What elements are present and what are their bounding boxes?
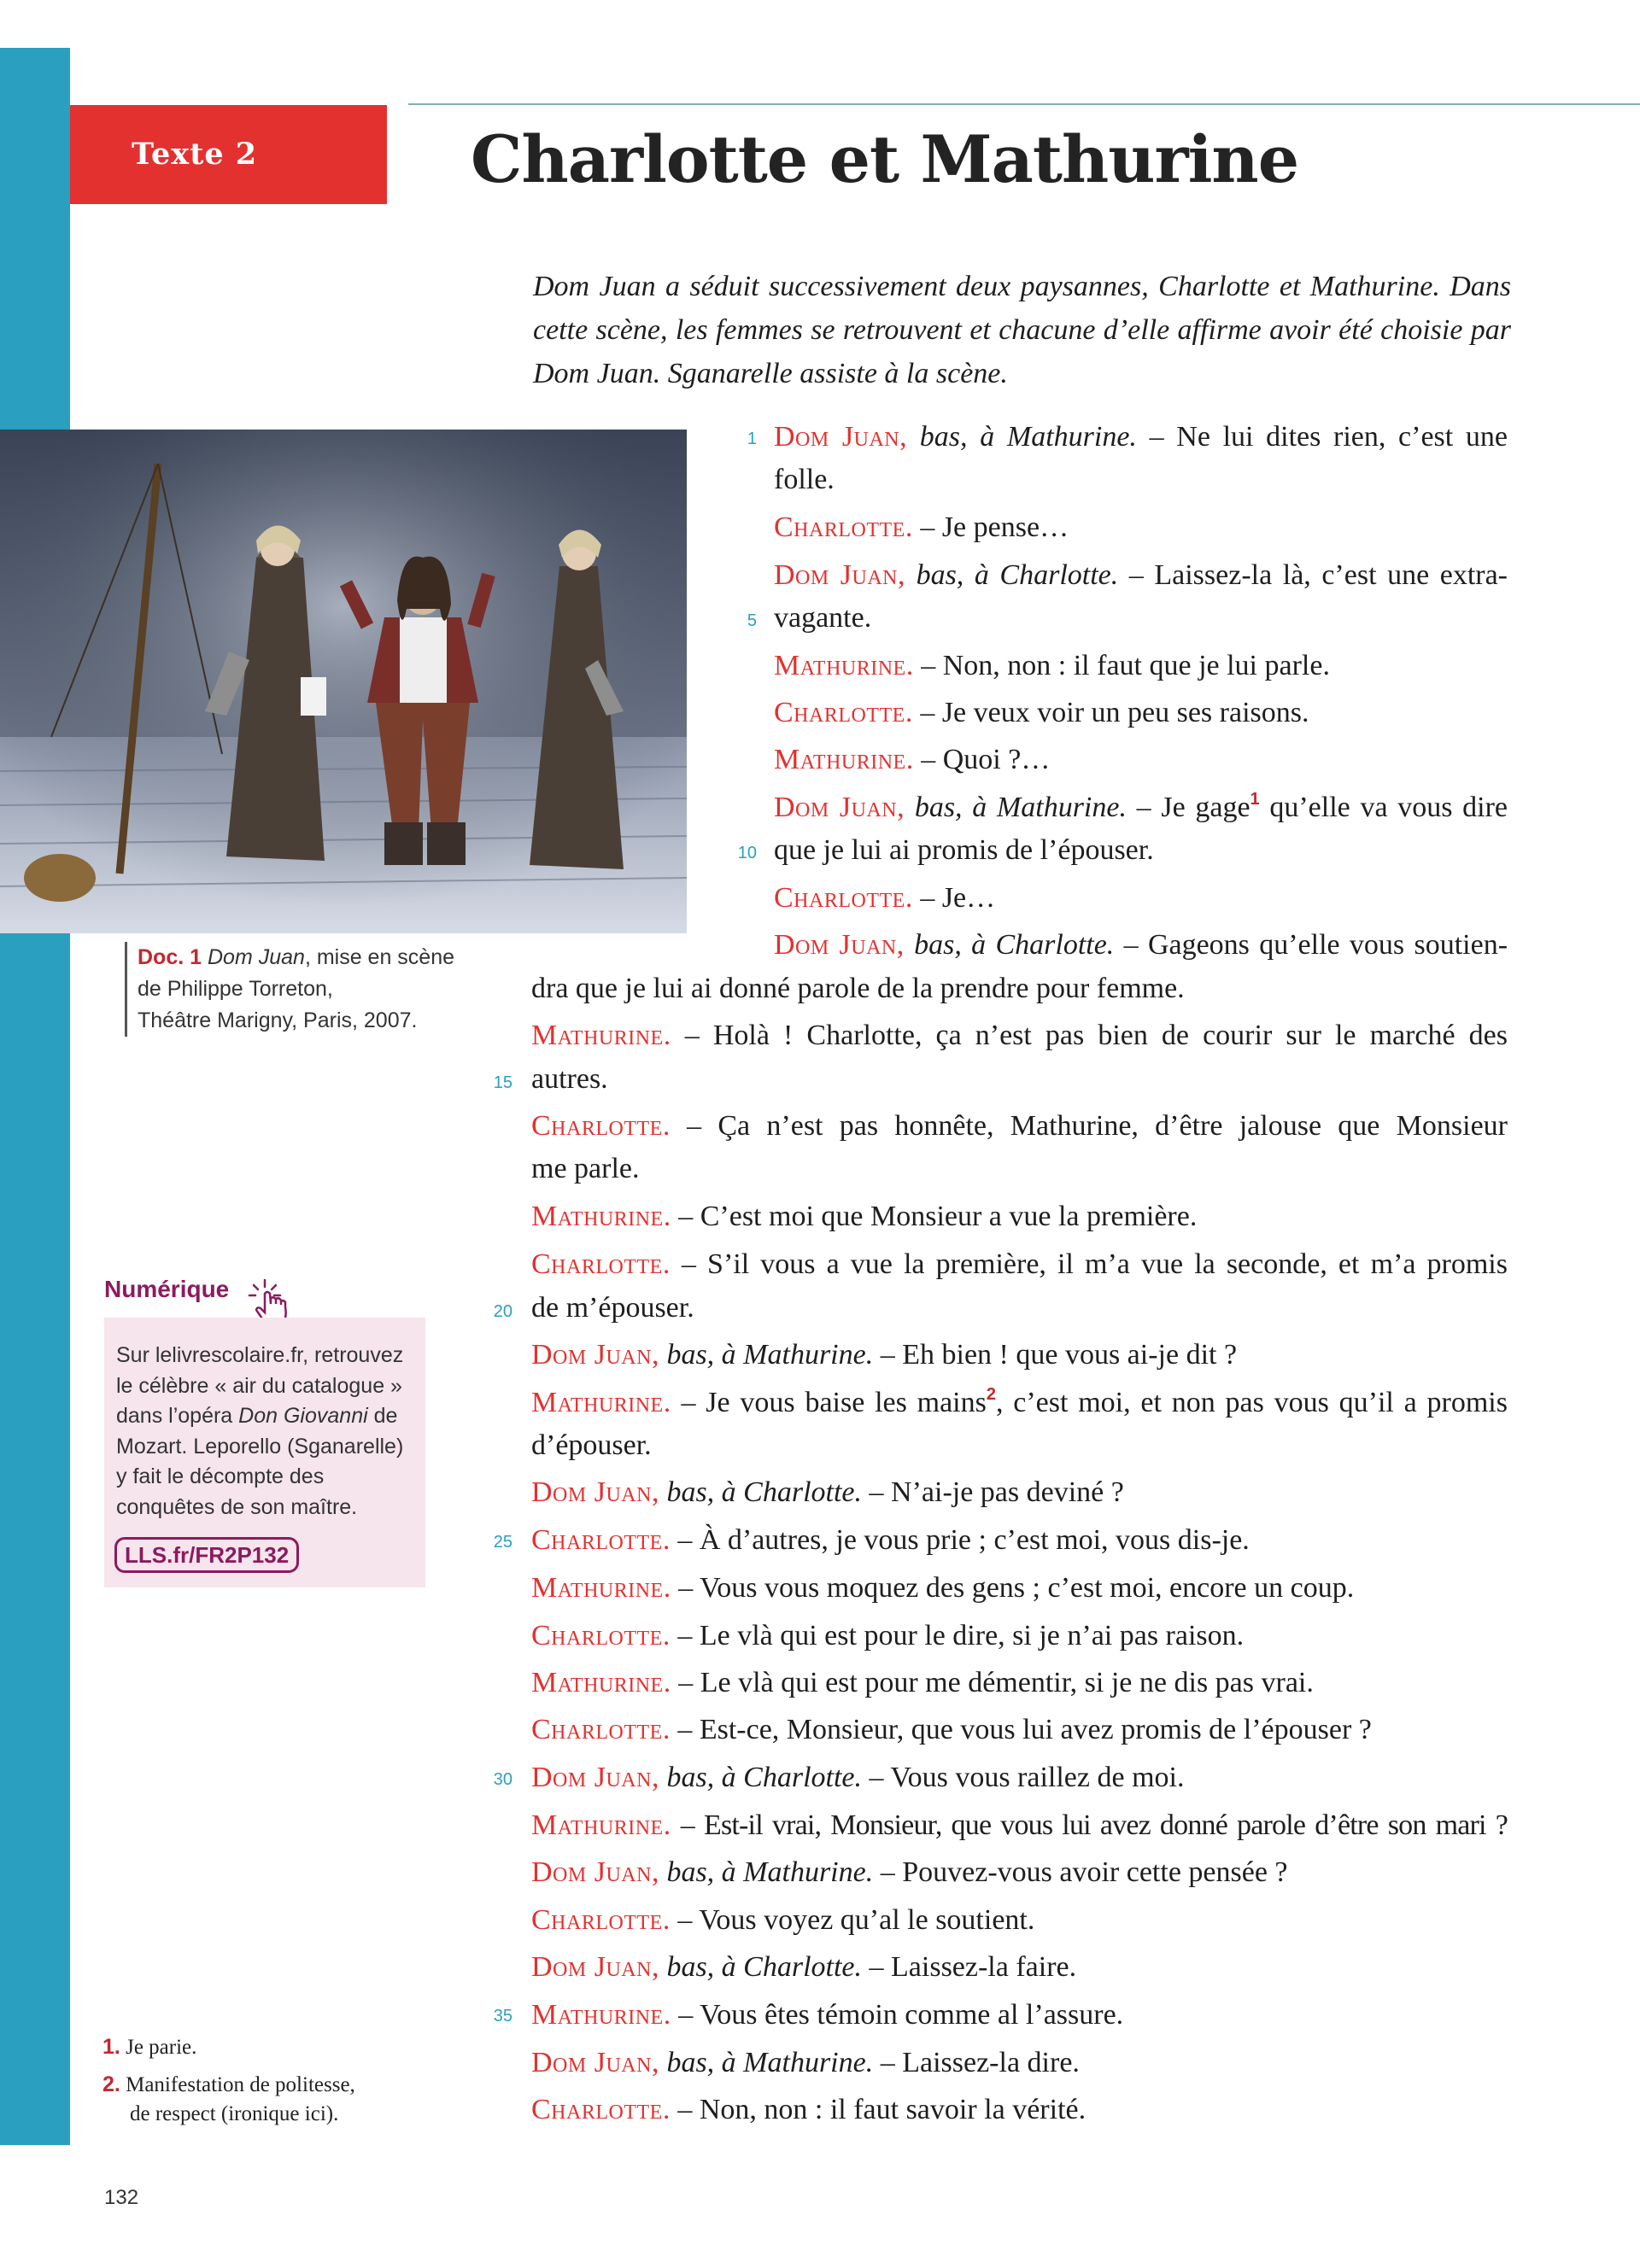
stage-direction: bas, à Mathurine. — [666, 2047, 874, 2078]
speaker-name: Mathurine. — [531, 1572, 671, 1604]
dialogue-line — [531, 1338, 1508, 1372]
speaker-name: Dom Juan, — [774, 559, 906, 591]
dialogue-line — [774, 601, 1508, 635]
line-text: – Laissez-la dire. — [873, 2047, 1080, 2078]
dialogue-line — [531, 1761, 1508, 1795]
line-number: 5 — [747, 611, 757, 630]
line-text: – Gageons qu’elle vous soutien- — [1114, 929, 1508, 961]
footnote-text: Je parie. — [126, 2036, 197, 2059]
digital-text-line: Sur lelivrescolaire.fr, retrouvez — [116, 1343, 404, 1367]
dialogue-line — [774, 696, 1508, 730]
stage-direction: bas, à Mathurine. — [666, 1339, 874, 1371]
stage-photo — [0, 430, 687, 933]
speaker-name: Mathurine. — [774, 650, 914, 681]
opera-title: Don Giovanni — [238, 1404, 368, 1428]
speaker-name: Charlotte. — [531, 1248, 671, 1280]
dialogue-line — [531, 1856, 1508, 1890]
dialogue-line — [531, 2046, 1508, 2080]
text-label: Texte 2 — [132, 137, 258, 172]
digital-text-part: dans l’opéra — [116, 1404, 233, 1428]
speaker-name: Charlotte. — [531, 1714, 671, 1745]
line-text: – Vous êtes témoin comme al l’assure. — [671, 1999, 1124, 2031]
stage-direction: bas, à Charlotte. — [666, 1762, 863, 1793]
dialogue-line — [774, 743, 1508, 777]
speaker-name: Mathurine. — [531, 1809, 671, 1841]
line-text: folle. — [774, 464, 835, 495]
dialogue-line — [531, 1950, 1508, 1984]
line-number: 30 — [493, 1770, 512, 1789]
speaker-name: Mathurine. — [531, 1999, 671, 2031]
dialogue-line — [531, 1152, 1508, 1186]
line-text: d’épouser. — [531, 1429, 652, 1461]
speaker-name: Charlotte. — [531, 1110, 671, 1142]
footnote-ref[interactable]: 2 — [986, 1386, 996, 1404]
stage-direction: bas, à Charlotte. — [914, 929, 1115, 961]
dialogue-line — [531, 1062, 1508, 1096]
page-number: 132 — [104, 2186, 139, 2209]
line-number: 35 — [493, 2007, 512, 2025]
line-text: – Pouvez-vous avoir cette pensée ? — [873, 1856, 1288, 1888]
speaker-name: Mathurine. — [774, 744, 914, 775]
speaker-name: Dom Juan, — [774, 792, 905, 823]
footnote-number: 2. — [102, 2072, 120, 2096]
text-label-band — [70, 105, 387, 204]
line-text: – S’il vous a vue la première, il m’a vue la seconde, et m’a promis — [670, 1248, 1508, 1280]
line-text: vagante. — [774, 602, 872, 634]
line-text: – Je vous baise les mains — [671, 1387, 987, 1418]
dialogue-line — [774, 833, 1508, 868]
speaker-name: Dom Juan, — [531, 1951, 659, 1983]
photo-caption — [125, 942, 454, 1037]
digital-text-line: le célèbre « air du catalogue » — [116, 1373, 402, 1398]
digital-text-line: conquêtes de son maître. — [116, 1494, 358, 1519]
line-text: – Est-il vrai, Monsieur, que vous lui avez donné parole d’être son mari ? — [671, 1809, 1508, 1841]
intro-paragraph: Dom Juan a séduit successivement deux paysannes, Charlotte et Mathurine. Dans cette scène, les femmes se retrouvent et chacune d’elle affirme avoir été choisie par Dom Juan. Sganarelle assiste à la scène. — [533, 271, 1511, 389]
line-number: 15 — [493, 1073, 512, 1092]
dialogue-line — [531, 1713, 1508, 1747]
speaker-name: Dom Juan, — [774, 929, 905, 961]
speaker-name: Dom Juan, — [531, 1856, 659, 1888]
digital-heading: Numérique — [104, 1276, 230, 1302]
digital-text-line: Mozart. Leporello (Sganarelle) — [116, 1434, 404, 1458]
footnote-text: de respect (ironique ici). — [130, 2102, 339, 2125]
dialogue-line — [531, 1809, 1508, 1843]
line-text: – Vous voyez qu’al le soutient. — [670, 1904, 1035, 1936]
resource-link[interactable]: LLS.fr/FR2P132 — [114, 1537, 299, 1573]
dialogue-line — [531, 972, 1508, 1006]
side-color-bar — [0, 48, 70, 2145]
footnote-ref[interactable]: 1 — [1250, 791, 1260, 809]
line-text: – Je gage — [1126, 792, 1250, 823]
dialogue-line — [531, 1429, 1508, 1463]
speaker-name: Mathurine. — [531, 1201, 671, 1232]
line-text: – À d’autres, je vous prie ; c’est moi, vous dis-je. — [670, 1524, 1250, 1556]
theatre-scene-image — [0, 430, 687, 933]
stage-direction: bas, à Charlotte. — [666, 1476, 863, 1508]
dialogue-line — [531, 1200, 1508, 1234]
line-number: 10 — [737, 844, 757, 862]
speaker-name: Charlotte. — [531, 1620, 671, 1651]
speaker-name: Dom Juan, — [531, 1339, 659, 1371]
caption-line2: de Philippe Torreton, — [138, 977, 333, 1001]
page-title: Charlotte et Mathurine — [471, 121, 1299, 197]
line-text: – Holà ! Charlotte, ça n’est pas bien de courir sur le marché des — [671, 1020, 1508, 1051]
stage-direction: bas, à Charlotte. — [666, 1951, 863, 1983]
line-text: – Eh bien ! que vous ai-je dit ? — [873, 1339, 1238, 1371]
dialogue-line — [531, 1571, 1508, 1605]
line-text: – Laissez-la faire. — [862, 1951, 1077, 1983]
footnote-text: Manifestation de politesse, — [126, 2073, 355, 2096]
stage-direction: bas, à Mathurine. — [919, 421, 1137, 453]
dialogue-line — [531, 1109, 1508, 1143]
line-text: autres. — [531, 1063, 608, 1095]
caption-line3: Théâtre Marigny, Paris, 2007. — [138, 1008, 418, 1032]
dialogue-line — [774, 511, 1508, 545]
dialogue-line — [531, 1619, 1508, 1653]
stage-direction: bas, à Mathurine. — [666, 1856, 874, 1888]
line-text: – Est-ce, Monsieur, que vous lui avez promis de l’épouser ? — [670, 1714, 1372, 1745]
dialogue-line — [531, 1291, 1508, 1325]
line-number: 20 — [493, 1302, 512, 1321]
speaker-name: Dom Juan, — [531, 1476, 659, 1508]
line-text: – Non, non : il faut que je lui parle. — [913, 650, 1330, 681]
line-text: – Je pense… — [912, 511, 1069, 543]
speaker-name: Dom Juan, — [531, 2047, 659, 2078]
speaker-name: Mathurine. — [531, 1020, 671, 1051]
line-text: qu’elle va vous dire — [1259, 792, 1508, 823]
line-text: , c’est moi, et non pas vous qu’il a promis — [995, 1387, 1508, 1418]
footnote — [102, 2070, 410, 2129]
line-text: – Vous vous moquez des gens ; c’est moi, encore un coup. — [671, 1572, 1355, 1604]
line-text: – Je… — [912, 882, 996, 914]
dialogue-line — [531, 1523, 1508, 1558]
dialogue-line — [531, 1476, 1508, 1510]
line-text: me parle. — [531, 1153, 640, 1184]
speaker-name: Charlotte. — [774, 697, 913, 728]
line-text: que je lui ai promis de l’épouser. — [774, 834, 1154, 866]
line-text: – Non, non : il faut savoir la vérité. — [670, 2094, 1086, 2125]
dialogue-line — [774, 463, 1508, 497]
dialogue-line — [774, 420, 1508, 454]
dialogue-line — [774, 791, 1508, 825]
footnote — [102, 2032, 410, 2062]
line-number: 1 — [747, 430, 757, 448]
dialogue-line — [531, 2093, 1508, 2127]
line-text: – N’ai-je pas deviné ? — [862, 1476, 1124, 1508]
speaker-name: Charlotte. — [531, 2094, 671, 2125]
digital-text-line: y fait le décompte des — [116, 1464, 325, 1488]
caption-doc-label: Doc. 1 — [138, 945, 202, 969]
caption-work-title: Dom Juan — [207, 945, 305, 969]
line-text: – C’est moi que Monsieur a vue la première. — [671, 1201, 1198, 1232]
line-number: 25 — [493, 1533, 512, 1552]
line-text: – Je veux voir un peu ses raisons. — [912, 697, 1309, 728]
line-text: – Vous vous raillez de moi. — [862, 1762, 1185, 1793]
line-text: – Ne lui dites rien, c’est une — [1136, 421, 1508, 453]
header-rule — [408, 103, 1640, 105]
speaker-name: Dom Juan, — [531, 1762, 659, 1793]
dialogue-line — [531, 1386, 1508, 1420]
caption-text: , mise en scène — [304, 945, 455, 969]
dialogue-line — [774, 881, 1508, 915]
line-text: de m’épouser. — [531, 1292, 694, 1324]
speaker-name: Dom Juan, — [774, 421, 908, 453]
line-text: dra que je lui ai donné parole de la prendre pour femme. — [531, 973, 1185, 1004]
dialogue-line — [531, 1666, 1508, 1700]
speaker-name: Charlotte. — [531, 1524, 671, 1556]
line-text: – Le vlà qui est pour le dire, si je n’ai pas raison. — [670, 1620, 1245, 1651]
dialogue-line — [774, 928, 1508, 962]
dialogue-line — [531, 1903, 1508, 1938]
line-text: – Ça n’est pas honnête, Mathurine, d’être jalouse que Monsieur — [670, 1110, 1508, 1142]
speaker-name: Charlotte. — [531, 1904, 671, 1936]
dialogue-line — [531, 1248, 1508, 1282]
line-text: – Laissez-la là, c’est une extra- — [1118, 559, 1508, 591]
dialogue-line — [531, 1019, 1508, 1053]
digital-text-line — [116, 1401, 413, 1432]
dialogue-line — [531, 1998, 1508, 2032]
line-text: – Quoi ?… — [913, 744, 1051, 775]
speaker-name: Mathurine. — [531, 1387, 671, 1418]
dialogue-line — [774, 649, 1508, 683]
dialogue-line — [774, 558, 1508, 593]
stage-direction: bas, à Charlotte. — [916, 559, 1119, 591]
speaker-name: Charlotte. — [774, 511, 913, 543]
speaker-name: Mathurine. — [531, 1667, 671, 1698]
digital-text-part: de — [373, 1404, 398, 1428]
line-text: – Le vlà qui est pour me démentir, si je ne dis pas vrai. — [671, 1667, 1314, 1698]
stage-direction: bas, à Mathurine. — [914, 792, 1127, 823]
speaker-name: Charlotte. — [774, 882, 913, 914]
footnote-number: 1. — [102, 2035, 120, 2059]
